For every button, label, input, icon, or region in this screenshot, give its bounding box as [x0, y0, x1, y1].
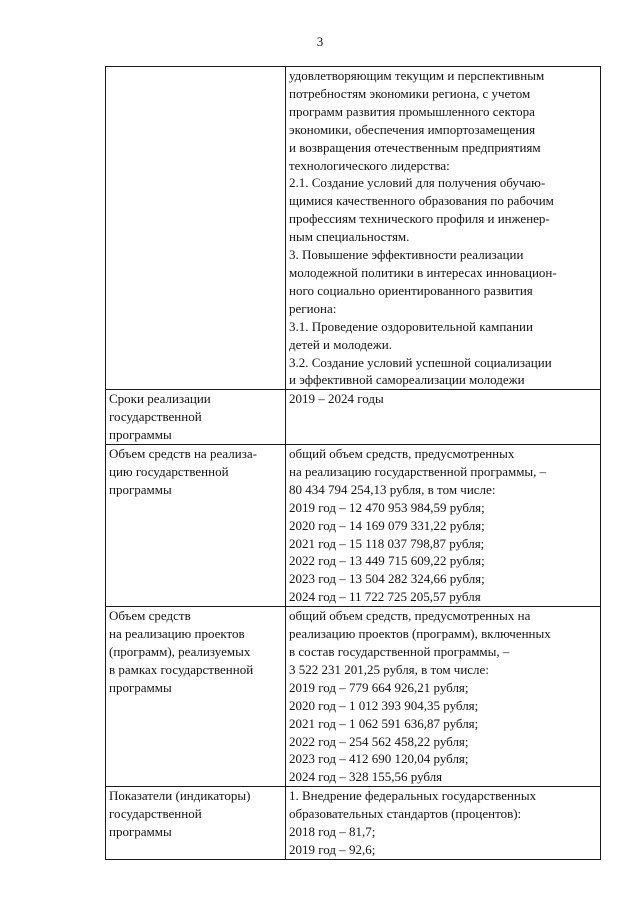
table-row: [106, 445, 601, 607]
row-value-line: молодежной политики в интересах инновацион-: [289, 264, 557, 280]
row-label-line: государственной: [109, 409, 202, 425]
row-label-line: цию государственной: [109, 463, 229, 479]
row-value-line: 3 522 231 201,25 рубля, в том числе:: [289, 661, 489, 677]
row-label-cell: [106, 607, 286, 787]
row-value-line: 3. Повышение эффективности реализации: [289, 247, 524, 263]
table-row: [106, 607, 601, 787]
row-label-cell: [106, 787, 286, 860]
row-value-line: 2024 год – 11 722 725 205,57 рубля: [289, 589, 481, 605]
row-value-line: 2023 год – 412 690 120,04 рубля;: [289, 751, 469, 767]
row-value-line: региона:: [289, 300, 337, 316]
row-value-line: ного социально ориентированного развития: [289, 282, 533, 298]
row-value-line: 2018 год – 81,7;: [289, 824, 376, 840]
row-label-line: Показатели (индикаторы): [109, 788, 251, 804]
row-value-line: 3.1. Проведение оздоровительной кампании: [289, 318, 533, 334]
row-value-cell: [286, 445, 601, 607]
table-row: [106, 390, 601, 445]
row-value-line: 2022 год – 254 562 458,22 рубля;: [289, 733, 469, 749]
row-value-line: потребностям экономики региона, с учетом: [289, 85, 531, 101]
row-label-line: Объем средств на реализа-: [109, 446, 257, 462]
row-value-line: на реализацию государственной программы, –: [289, 463, 547, 479]
row-label-line: на реализацию проектов: [109, 626, 245, 642]
row-value-line: экономики, обеспечения импортозамещения: [289, 121, 536, 137]
page-number: 3: [316, 34, 324, 49]
row-value-line: и возвращения отечественным предприятиям: [289, 139, 541, 155]
program-passport-table: [105, 66, 601, 860]
row-label-line: программы: [109, 679, 172, 695]
row-value-line: программ развития промышленного сектора: [289, 103, 535, 119]
row-value-line: профессиям технического профиля и инженер-: [289, 211, 550, 227]
row-value-line: 2023 год – 13 504 282 324,66 рубля;: [289, 571, 485, 587]
row-value-line: 2020 год – 1 012 393 904,35 рубля;: [289, 697, 479, 713]
row-value-line: и эффективной самореализации молодежи: [289, 372, 525, 388]
row-label-line: в рамках государственной: [109, 661, 254, 677]
row-value-line: 2021 год – 15 118 037 798,87 рубля;: [289, 535, 485, 551]
row-value-line: детей и молодежи.: [289, 336, 392, 352]
row-value-line: в состав государственной программы, –: [289, 644, 510, 659]
row-label-line: Сроки реализации: [109, 391, 211, 407]
row-value-line: реализацию проектов (программ), включенных: [289, 626, 551, 642]
row-label-line: (программ), реализуемых: [109, 644, 251, 659]
row-value-line: 3.2. Создание условий успешной социализации: [289, 354, 552, 370]
table-row: [106, 787, 601, 860]
row-label-cell: [106, 390, 286, 445]
row-value-cell: [286, 607, 601, 787]
row-label-line: Объем средств: [109, 608, 191, 624]
row-value-line: 2024 год – 328 155,56 рубля: [289, 769, 443, 785]
row-value-line: 80 434 794 254,13 рубля, в том числе:: [289, 481, 496, 497]
row-value-line: 2020 год – 14 169 079 331,22 рубля;: [289, 517, 485, 533]
row-value-line: 2019 год – 92,6;: [289, 841, 376, 857]
row-value-cell: [286, 67, 601, 390]
row-value-line: 2019 год – 779 664 926,21 рубля;: [289, 679, 469, 695]
row-value-cell: [286, 787, 601, 860]
row-label-cell: [106, 445, 286, 607]
row-value-line: технологического лидерства:: [289, 157, 450, 173]
row-label-line: программы: [109, 824, 172, 840]
row-value-line: общий объем средств, предусмотренных на: [289, 608, 531, 624]
row-value-line: образовательных стандартов (процентов):: [289, 806, 522, 822]
row-value-line: 2021 год – 1 062 591 636,87 рубля;: [289, 715, 479, 731]
row-label-line: программы: [109, 481, 172, 497]
row-value-line: 2022 год – 13 449 715 609,22 рубля;: [289, 553, 485, 569]
row-value-line: общий объем средств, предусмотренных: [289, 446, 515, 462]
row-value-line: 2019 год – 12 470 953 984,59 рубля;: [289, 499, 485, 515]
row-label-cell: [106, 67, 286, 390]
row-value-cell: [286, 390, 601, 445]
table-row: [106, 67, 601, 390]
row-value-line: 1. Внедрение федеральных государственных: [289, 788, 537, 804]
row-value-line: 2019 – 2024 годы: [289, 391, 384, 407]
row-label-line: программы: [109, 427, 172, 443]
row-label-line: государственной: [109, 806, 202, 822]
row-value-line: ным специальностям.: [289, 229, 410, 245]
row-value-line: щимися качественного образования по рабочим: [289, 193, 554, 209]
row-value-line: 2.1. Создание условий для получения обучаю-: [289, 175, 546, 191]
row-value-line: удовлетворяющим текущим и перспективным: [289, 68, 545, 83]
